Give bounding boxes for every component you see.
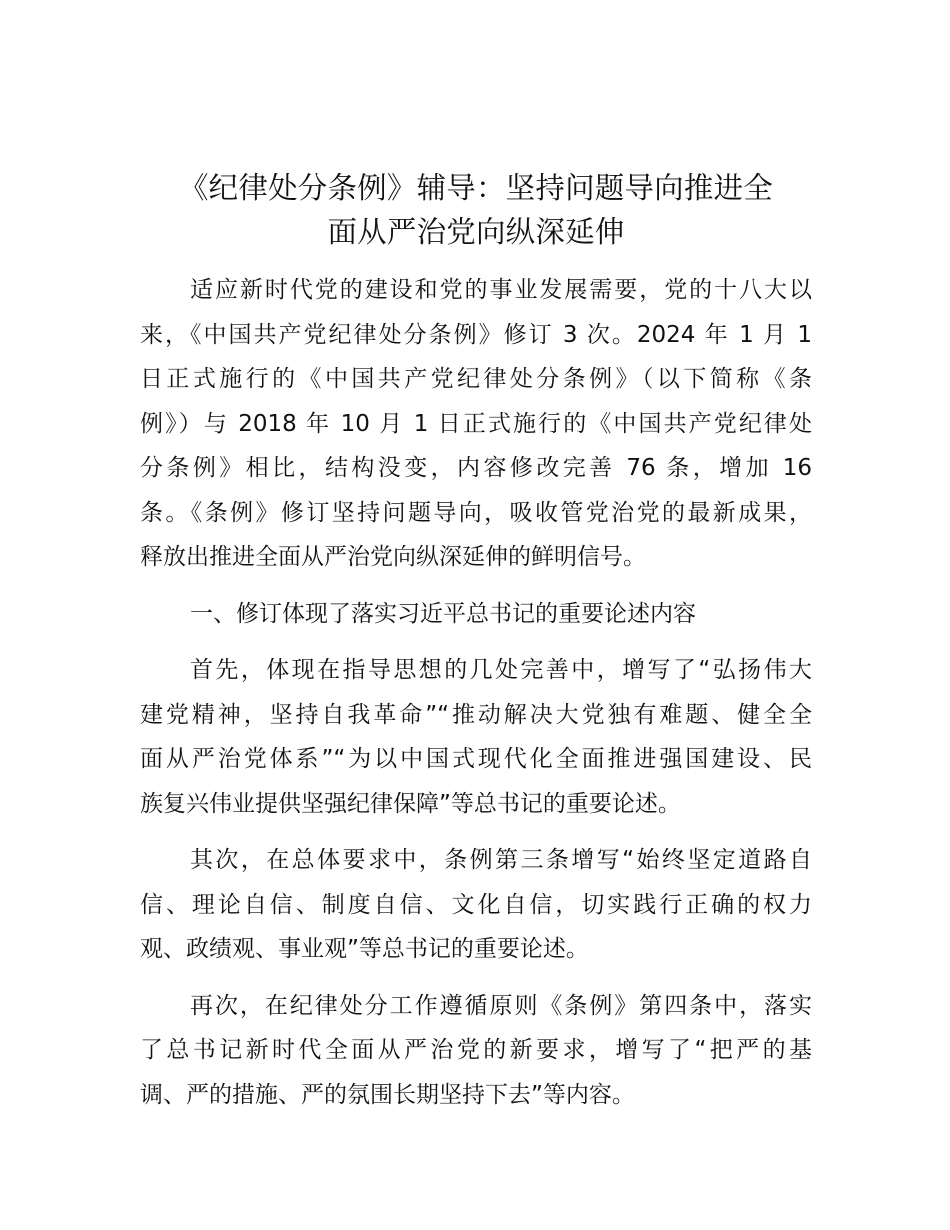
text-line: 族复兴伟业提供坚强纪律保障”等总书记的重要论述。 [140,790,681,817]
paragraph-second [140,838,812,972]
paragraph-intro [140,268,812,580]
text-line: 建党精神，坚持自我革命”“推动解决大党独有难题、健全全 [140,701,812,728]
section-heading [140,592,812,637]
text-line: 分条例》相比，结构没变，内容修改完善 76 条，增加 16 [140,455,812,481]
text-line: 观、政绩观、事业观”等总书记的重要论述。 [140,936,589,962]
text-line: 条。《条例》修订坚持问题导向，吸收管党治党的最新成果， [140,499,812,526]
document-title [140,166,812,254]
paragraph-first [140,648,812,826]
text-line: 了总书记新时代全面从严治党的新要求，增写了“把严的基 [140,1037,812,1063]
text-line: 来，《中国共产党纪律处分条例》修订 3 次。2024 年 1 月 1 [140,321,812,348]
text-line: 例》）与 2018 年 10 月 1 日正式施行的《中国共产党纪律处 [140,410,812,437]
text-line: 面从严治党体系”“为以中国式现代化全面推进强国建设、民 [140,746,812,772]
text-line: 其次，在总体要求中，条例第三条增写“始终坚定道路自 [190,847,812,873]
text-line: 释放出推进全面从严治党向纵深延伸的鲜明信号。 [140,544,646,570]
document-body [140,268,812,1117]
text-line: 日正式施行的《中国共产党纪律处分条例》（以下简称《条 [140,366,812,392]
paragraph-third [140,984,812,1118]
text-line: 再次，在纪律处分工作遵循原则《条例》第四条中，落实 [190,992,812,1019]
text-line: 首先，体现在指导思想的几处完善中，增写了“弘扬伟大 [190,657,812,683]
title-line: 《纪律处分条例》辅导：坚持问题导向推进全 [178,171,773,205]
title-line: 面从严治党向纵深延伸 [327,215,625,249]
text-line: 一、修订体现了落实习近平总书记的重要论述内容 [190,600,696,627]
text-line: 调、严的措施、严的氛围长期坚持下去”等内容。 [140,1081,635,1108]
text-line: 适应新时代党的建设和党的事业发展需要，党的十八大以 [190,277,812,303]
text-line: 信、理论自信、制度自信、文化自信，切实践行正确的权力 [140,891,812,918]
